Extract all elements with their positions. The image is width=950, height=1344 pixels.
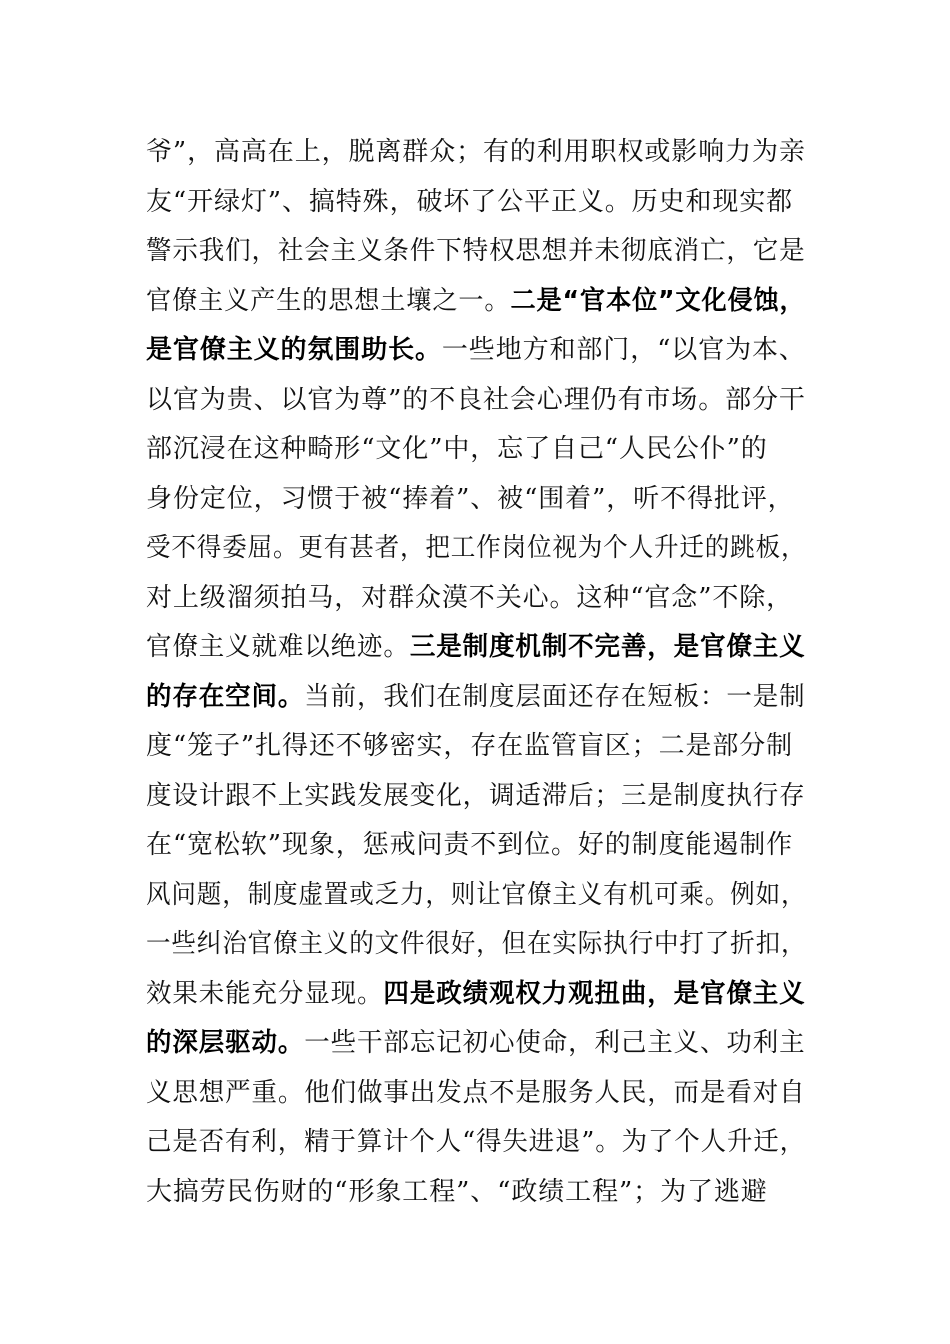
text-line: [146, 871, 807, 921]
bold-heading-run: 的深层驱动。: [146, 1028, 305, 1058]
text-run: 一些地方和部门，“以官为本、: [441, 335, 806, 365]
text-run: 当前，我们在制度层面还存在短板：一是制: [304, 681, 806, 712]
text-run: 度设计跟不上实践发展变化，调适滞后；三是制度执行存: [146, 780, 806, 811]
text-line: [146, 277, 806, 327]
text-run: 警示我们，社会主义条件下特权思想并未彻底消亡，它是: [146, 236, 806, 266]
text-line: [146, 970, 806, 1020]
text-line: [146, 1019, 806, 1069]
text-line: [146, 722, 806, 772]
text-line: [146, 623, 806, 673]
text-run: 大搞劳民伤财的“形象工程”、“政绩工程”；为了逃避: [146, 1176, 768, 1207]
body-paragraph: [146, 128, 806, 1217]
bold-heading-run: 的存在空间。: [146, 681, 305, 712]
bold-heading-run: 四是政绩观权力观扭曲，是官僚主义: [383, 978, 806, 1009]
text-line: [146, 178, 806, 228]
text-line: [146, 227, 806, 277]
text-run: 一些干部忘记初心使命，利己主义、功利主: [304, 1028, 806, 1058]
text-run: 义思想严重。他们做事出发点不是服务人民，而是看对自: [146, 1077, 806, 1108]
text-line: [146, 376, 806, 426]
text-run: 度“笼子”扎得还不够密实，存在监管盲区；二是部分制: [146, 731, 794, 761]
text-line: [146, 425, 806, 475]
text-line: [146, 1069, 806, 1119]
text-run: 受不得委屈。更有甚者，把工作岗位视为个人升迁的跳板，: [146, 533, 807, 563]
text-line: [146, 673, 806, 723]
text-line: [146, 1118, 806, 1168]
text-run: 友“开绿灯”、搞特殊，破坏了公平正义。历史和现实都: [146, 186, 794, 217]
text-line: [146, 524, 807, 574]
text-run: 一些纠治官僚主义的文件很好，但在实际执行中打了折扣，: [146, 929, 807, 959]
text-run: 官僚主义产生的思想土壤之一。: [146, 285, 511, 316]
text-line: [146, 920, 807, 970]
text-run: 对上级溜须拍马，对群众漠不关心。这种“官念”不除，: [146, 582, 794, 613]
text-line: [146, 1168, 806, 1218]
text-run: 官僚主义就难以绝迹。: [146, 632, 410, 662]
text-line: [146, 475, 806, 525]
bold-heading-run: 三是制度机制不完善，是官僚主义: [409, 632, 806, 662]
text-line: [146, 821, 806, 871]
text-line: [146, 574, 806, 624]
text-line: [146, 772, 806, 822]
text-line: [146, 326, 806, 376]
text-line: [146, 128, 806, 178]
text-run: 己是否有利，精于算计个人“得失进退”。为了个人升迁，: [146, 1127, 806, 1157]
text-run: 风问题，制度虚置或乏力，则让官僚主义有机可乘。例如，: [146, 879, 807, 910]
text-run: 效果未能充分显现。: [146, 978, 384, 1009]
text-run: 爷”，高高在上，脱离群众；有的利用职权或影响力为亲: [146, 137, 806, 167]
text-run: 部沉浸在这种畸形“文化”中，忘了自己“人民公仆”的: [146, 434, 768, 464]
text-run: 身份定位，习惯于被“捧着”、被“围着”，听不得批评，: [146, 483, 795, 514]
text-run: 以官为贵、以官为尊”的不良社会心理仍有市场。部分干: [146, 384, 806, 415]
text-run: 在“宽松软”现象，惩戒问责不到位。好的制度能遏制作: [146, 830, 794, 860]
bold-heading-run: 是官僚主义的氛围助长。: [146, 335, 442, 365]
bold-heading-run: 二是“官本位”文化侵蚀，: [510, 285, 806, 316]
